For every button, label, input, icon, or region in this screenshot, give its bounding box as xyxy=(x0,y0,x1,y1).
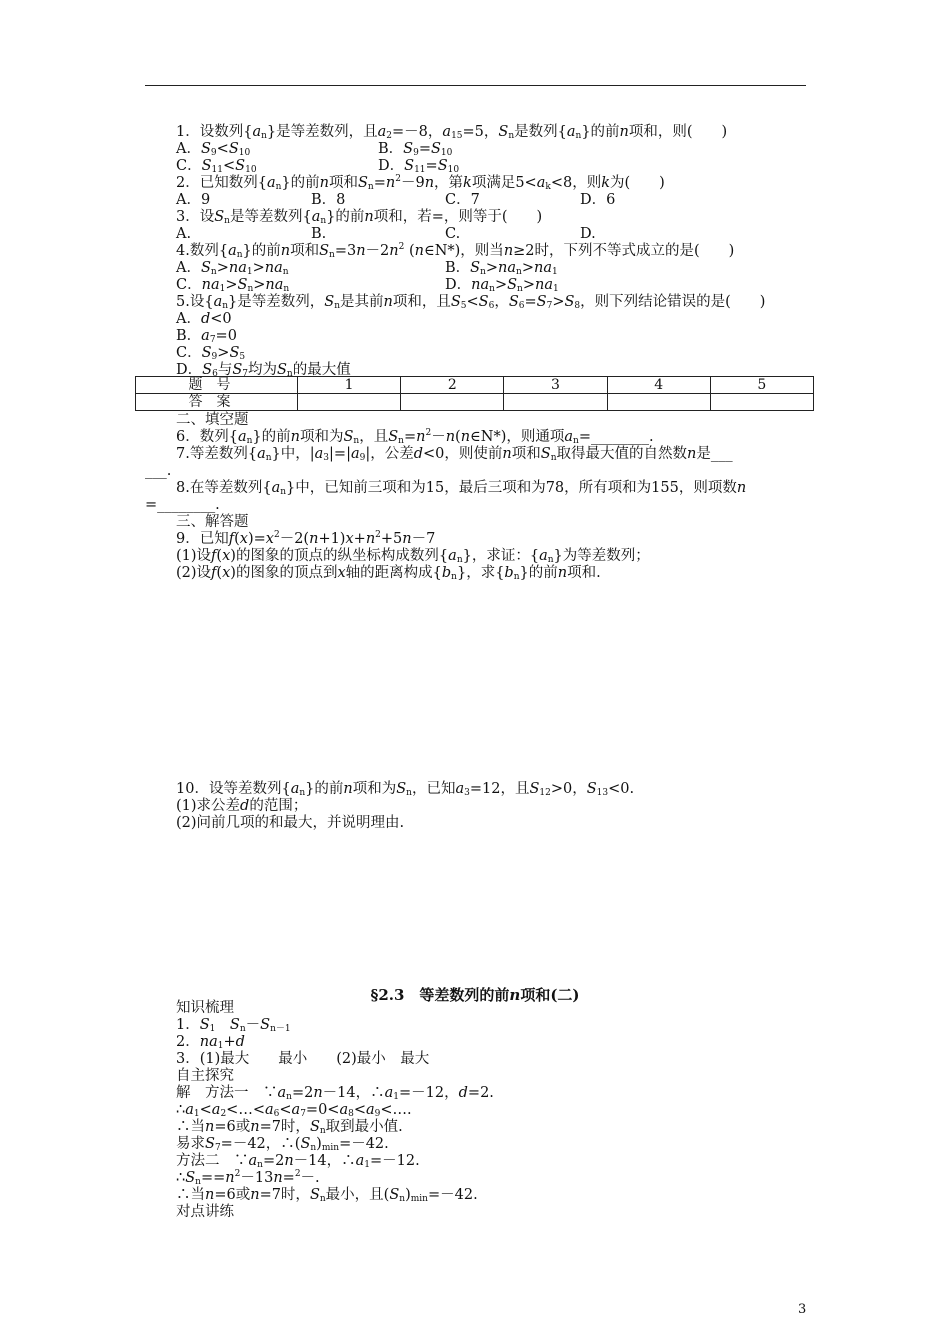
page-number: 3 xyxy=(798,1302,807,1317)
ans-line-6: ∴当n=6或n=7时，$S_n$取到最小值. xyxy=(176,1119,403,1136)
q7: 7.等差数列$\{a_n\}$中，$|a_3|=|a_9|$，公差d<0，则使前n项和$S_n$取得最大值的自然数n是___ xyxy=(176,446,733,463)
q1-option-b: B．$S_9=S_{10}$ xyxy=(378,141,453,158)
q5-option-b: B．$a_7=0$ xyxy=(176,328,237,345)
ans-line-10: ∴当n=6或n=7时，$S_n$最小，且$(S_n)_{min}=-42$. xyxy=(176,1187,478,1204)
ans-knowledge: 知识梳理 xyxy=(176,1000,234,1016)
table-cell: 5 xyxy=(710,377,813,394)
table-cell: 1 xyxy=(298,377,401,394)
q9-stem: 9．已知$f(x)=x^2-2(n+1)x+n^2+5n-7$ xyxy=(176,530,436,547)
q3-option-d: D. xyxy=(580,226,596,242)
q6: 6．数列$\{a_n\}$的前n项和为$S_n$，且$S_n=n^2-n(n\in N*)$，则通项$a_n=\_\_\_\_\_\_\_\_$. xyxy=(176,428,654,446)
answer-cell[interactable] xyxy=(607,394,710,411)
table-cell: 2 xyxy=(401,377,504,394)
q3-stem: 3．设$S_n$是等差数列$\{a_n\}$的前n项和，若=，则等于( ) xyxy=(176,209,543,226)
ans-line-8: 方法二 $\because a_n=2n-14$，$\therefore a_1=-12$. xyxy=(176,1153,420,1170)
q3-option-c: C. xyxy=(445,226,461,242)
q9-part1: (1)设f(x)的图象的顶点的纵坐标构成数列$\{a_n\}$，求证：$\{a_n\}$为等差数列； xyxy=(176,548,650,565)
table-cell: 3 xyxy=(504,377,607,394)
q1-option-a: A．$S_9<S_{10}$ xyxy=(176,141,251,158)
q9-part2: (2)设f(x)的图象的顶点到x轴的距离构成$\{b_n\}$，求$\{b_n\}$的前n项和. xyxy=(176,565,601,582)
q5-option-d: D．$S_6$与$S_7$均为$S_n$的最大值 xyxy=(176,362,351,379)
q2-option-c: C．7 xyxy=(445,192,480,208)
q1-stem: 1．设数列$\{a_n\}$是等差数列，且$a_2=-8$，$a_{15}=5$，$S_n$是数列$\{a_n\}$的前n项和，则( ) xyxy=(176,124,728,141)
ans-line-4: 解 方法一 $\because a_n=2n-14$，$\therefore a_1=-12$，d=2. xyxy=(176,1085,494,1102)
q4-option-a: A．$S_n>na_1>na_n$ xyxy=(176,260,289,277)
answer-cell[interactable] xyxy=(401,394,504,411)
q2-option-a: A．9 xyxy=(176,192,211,208)
q5-option-c: C．$S_9>S_5$ xyxy=(176,345,246,362)
q1-option-d: D．$S_{11}=S_{10}$ xyxy=(378,158,460,175)
header-rule xyxy=(145,85,806,86)
ans-line-2: 2．$na_1+d$ xyxy=(176,1034,245,1051)
q2-option-d: D．6 xyxy=(580,192,616,208)
section-title: §2.3 等差数列的前n项和(二) xyxy=(370,986,580,1004)
section-solve: 三、解答题 xyxy=(176,514,249,530)
q4-stem: 4.数列$\{a_n\}$的前n项和$S_n=3n-2n^2$ (n∈N*)，则当n≥2时，下列不等式成立的是( ) xyxy=(176,242,735,260)
table-row xyxy=(136,377,814,394)
ans-line-1: 1．$S_1$ $S_n-S_{n-1}$ xyxy=(176,1017,291,1034)
q2-stem: 2．已知数列$\{a_n\}$的前n项和$S_n=n^2-9n$，第k项满足$5<a_k<8$，则k为( ) xyxy=(176,174,665,192)
q8-continuation: =________. xyxy=(145,497,220,513)
answer-cell[interactable] xyxy=(504,394,607,411)
table-header-label: 题号 xyxy=(136,377,298,394)
ans-line-7: 易求$S_7=-42$，$\therefore(S_n)_{min}=-42$. xyxy=(176,1136,389,1153)
q5-option-a: A．d<0 xyxy=(176,311,232,327)
q2-option-b: B．8 xyxy=(311,192,346,208)
ans-line-9: $\therefore S_n==n^2-13n=^2-$. xyxy=(176,1169,320,1187)
q5-stem: 5.设$\{a_n\}$是等差数列，$S_n$是其前n项和，且$S_5<S_6$，$S_6=S_7>S_8$，则下列结论错误的是( ) xyxy=(176,294,766,311)
table-answer-label: 答案 xyxy=(136,394,298,411)
table-row xyxy=(136,394,814,411)
q8: 8.在等差数列$\{a_n\}$中，已知前三项和为15，最后三项和为78，所有项和为155，则项数n xyxy=(176,480,747,497)
answer-cell[interactable] xyxy=(298,394,401,411)
answer-table xyxy=(135,376,814,411)
q4-option-c: C．$na_1>S_n>na_n$ xyxy=(176,277,290,294)
q10-part2: (2)问前几项的和最大，并说明理由. xyxy=(176,815,405,831)
q7-continuation: ___. xyxy=(145,463,172,479)
ans-explore: 自主探究 xyxy=(176,1068,234,1084)
q4-option-b: B．$S_n>na_n>na_1$ xyxy=(445,260,558,277)
ans-line-5: $\therefore a_1<a_2<\dots<a_6<a_7=0<a_8<a_9<\dots$. xyxy=(176,1102,412,1119)
q3-option-b: B. xyxy=(311,226,327,242)
q4-option-d: D．$na_n>S_n>na_1$ xyxy=(445,277,559,294)
table-cell: 4 xyxy=(607,377,710,394)
ans-practice: 对点讲练 xyxy=(176,1204,234,1220)
ans-line-3: 3．(1)最大 最小 (2)最小 最大 xyxy=(176,1051,430,1067)
q10-stem: 10．设等差数列$\{a_n\}$的前n项和为$S_n$，已知$a_3=12$，且$S_{12}>0$，$S_{13}<0$. xyxy=(176,781,635,798)
q3-option-a: A. xyxy=(176,226,192,242)
q1-option-c: C．$S_{11}<S_{10}$ xyxy=(176,158,257,175)
section-fill-blank: 二、填空题 xyxy=(176,412,249,428)
answer-cell[interactable] xyxy=(710,394,813,411)
q10-part1: (1)求公差d的范围； xyxy=(176,798,308,814)
